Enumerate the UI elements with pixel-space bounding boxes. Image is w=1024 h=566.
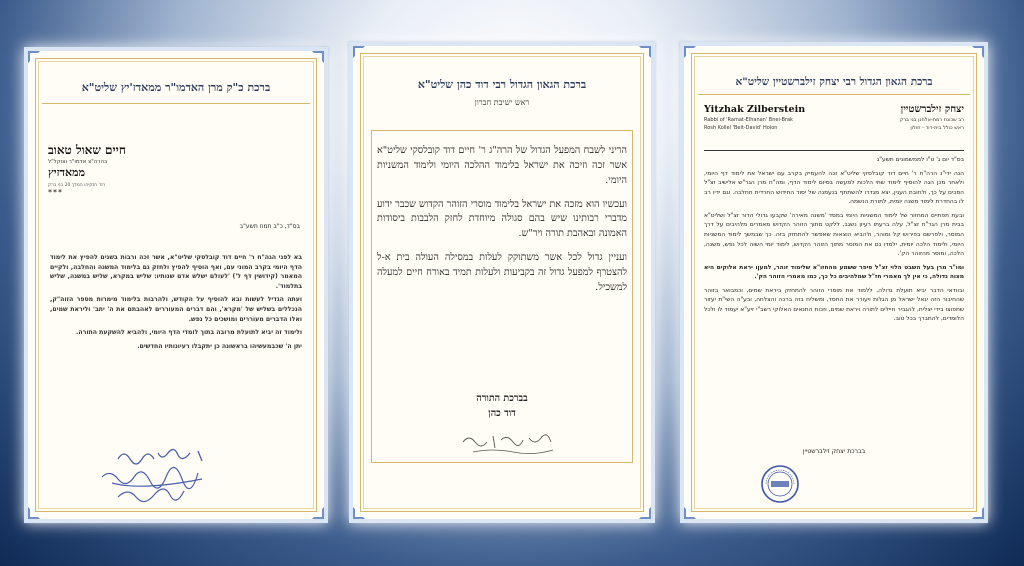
letterhead-name-hebrew: יצחק זילברשטיין [900,104,964,115]
paragraph: ועכשיו הוא מזכה את ישראל בלימוד מוסרי הזוהר הקדוש שכבר ידוע מדברי רבותינו שיש בהם סגולה מיוחדת לחזק הלבבות ביסודות האמונה ובאהבת תורה ויר"ש. [377,198,627,240]
letterhead-stars: *** [48,188,63,197]
letterhead [48,143,304,197]
letter-body [377,144,627,305]
title-divider [698,94,970,95]
letterhead-address: רח' חזקיהו המלך 20 בני ברק [48,183,106,188]
corner-ornament-icon [26,49,42,65]
paragraph: ובעת תפתיים המחזור של לימוד המשניות היומי במסד 'משנה מאירה' שקבעו גדולי הדור זצ"ל ושליט"א בבית מרן הגר"ח זצ"ל, עלה ברעתו רעיון נשגב, ללקט מתוך הזוהר הקדוש מאמרים מלהיבים על דרך המוסר, ולפרשם בפירוש קל ומוהר, ולהביא הוצאות שאפשר להתחזק בזה. כך שבמשך לימוד המשניות היומי, ולימוד הלכה יומית, ילמדו גם את המוסר מתוך הזוהר הקדוש, לימוד יומי השוה לכל נפש, משנה, הלכה, ומוסר מהזוהר הק'. [704,212,964,258]
letterhead-kollel-hebrew: ראש כולל בית-דוד - חולון [910,125,964,131]
paragraph: הנה ידי"נ הרה"ח ר' חיים דוד קובלסקי שליט"א זכה להעמיק בקרב עם ישראל את לימוד דף היומי, ולאחר מכן הגה להוסיף לימוד שתי הלכות למעשה בסיום לימוד הדף, ומה"ח מרן הגר"ש אלישיב זצ"ל הסכים על כך, ולחובת הענין, יצא מגדרו להשתתף בנעמנה של יסוד החידוש החרדית חחלבה. וגם ידיו רב לו בהחדרת לימוד משנה יומית, לתורת הנשמה. [704,170,964,206]
paragraph: בא לפני הגה"ח ר' חיים דוד קובלסקי שליט"א, אשר זכה ורבות בשנים להפיץ את לימוד הדף היומי בקרב המוני עם, ואף הוסיף להפיץ ולחזק גם בלימוד המשנה והחלבה, ולקיים המאמר (קידושין דף ל') 'לעולם ישלש אדם שנותיו: שליש במקרא, שליש במשנה, שליש בתלמוד'. [50,254,302,290]
letterhead-name: חיים שאול טאוב [48,143,126,157]
handwritten-signature [88,439,238,509]
paragraph: ולימוד זה יביא לתועלת מרובה בתוך לומדי הדף היומי, ולהביא להשקעת התורה. [76,329,302,337]
letter-title: ברכת הגאון הגדול רבי יצחק זילברשטיין שליט"א [735,76,933,88]
letterhead-subtitle: בהרה"צ אדמו"ר וצוקל"ל [48,159,108,165]
signer-name: דוד כהן [488,407,516,419]
rabbinical-stamp [760,464,800,504]
letter-rabbi-zilberstein [680,42,988,523]
paragraph: ועניין גדול לכל אשר משתוקק לעלות במסילה העולה בית א-ל להצטרף למפעל גדול זה בקביעות ולעלות תמיד באורח חיים למעלה למשכיל. [377,252,627,293]
letterhead-english [704,104,805,131]
letter-subtitle: ראש ישיבת חברון [474,98,530,107]
handwritten-signature [453,424,563,460]
corner-ornament-icon [637,505,653,521]
title-divider [42,103,310,104]
corner-ornament-icon [310,49,326,65]
paragraph: הריני לשבח המפעל הגדול של הרה"ג ר' חיים דוד קובלסקי שליט"א אשר זכה וזיכה את ישראל בלימוד ההלכה היומי ולימוד המשניות היומי. [377,145,627,186]
letter-closing: בברכת יצחק זילברשטיין [802,448,866,455]
letterhead-name-english: Yitzhak Zilberstein [704,104,806,115]
letterhead [704,104,964,151]
corner-ornament-icon [682,44,698,60]
letter-body [704,156,964,329]
corner-ornament-icon [970,44,986,60]
corner-ornament-icon [26,505,42,521]
corner-ornament-icon [351,505,367,521]
letterhead-kollel-english: Rosh Kollel 'Beit-David' Holon [704,125,778,131]
corner-ornament-icon [970,505,986,521]
corner-ornament-icon [682,505,698,521]
corner-ornament-icon [310,505,326,521]
letter-admor-modzitz [24,47,328,523]
letterhead-title: ממאדזיץ [48,166,86,179]
letter-body [50,253,302,355]
letter-title: ברכת הגאון הגדול רבי דוד כהן שליט"א [417,78,587,91]
corner-ornament-icon [637,44,653,60]
letter-closing [367,392,637,421]
letter-rabbi-david-cohen [349,42,655,523]
paragraph: ועתה הגדיל לעשות ובא להוסיף על הקודש, ולהרבות בלימוד מימרות מספר הזוה"ק, הנכללים בשליש של 'מקרא', והם דברים המעוררים לאהבתם את ה' יתב' וליראת שמים, ואלו הדברים מעוררים ומושכים כל נפש. [50,296,302,323]
letter-date: בס"ד, כ"ב תמוז תשע"ב [239,223,300,230]
paragraph: ומו"ר מרן בעל השבט הלוי זצ"ל סיפר ששמע מהחזו"א שלימוד זוהר, למעןו יראת אלוקים היא מצוה גדולה, כי אין לך מאמרי חז"ל שמלהיבים כל כך, כמו מאמרי הזוהר הק'. [704,264,964,281]
letterhead-role-english: Rabbi of 'Ramat-Elhanan' Bnei-Brak [704,117,793,123]
closing-greeting: בברכת התורה [476,393,528,404]
corner-ornament-icon [351,44,367,60]
letterhead-role-hebrew: רב שכונת רמת-אלחנן בני ברק [899,117,964,123]
paragraph: יתן ה' שכבמעשיהו בראשונה כן יתקבלו רעיונותיו החדשים. [137,342,302,350]
letterhead-hebrew [900,104,964,131]
letter-date: בס"ד יום ג' ט"ו לממשמונים תשע"ג [876,157,964,163]
letter-title: ברכת כ"ק מרן האדמו"ר ממאדז'יץ שליט"א [81,81,271,94]
paragraph: ובוודאי הדבר יביא תועלת גדולה, ללמוד את מוסרי הזוהר להתחזק ביראת שמים, וכמבואר בזוהר שהחיבור הזה יגאל ישראל מן הגלות ויעורר את החסד, ומשליח בזה ברכה והצלחה, ובע"ה השי"ת יעזור שתפוצו בידי יצליח, להגביר חיילים לתורה ויראת שמים, וזכות התנאים האלוקי רשב"י זיע"א יעמוד לו ולכל הלומדים, להתברך בכל טוב. [704,287,964,323]
